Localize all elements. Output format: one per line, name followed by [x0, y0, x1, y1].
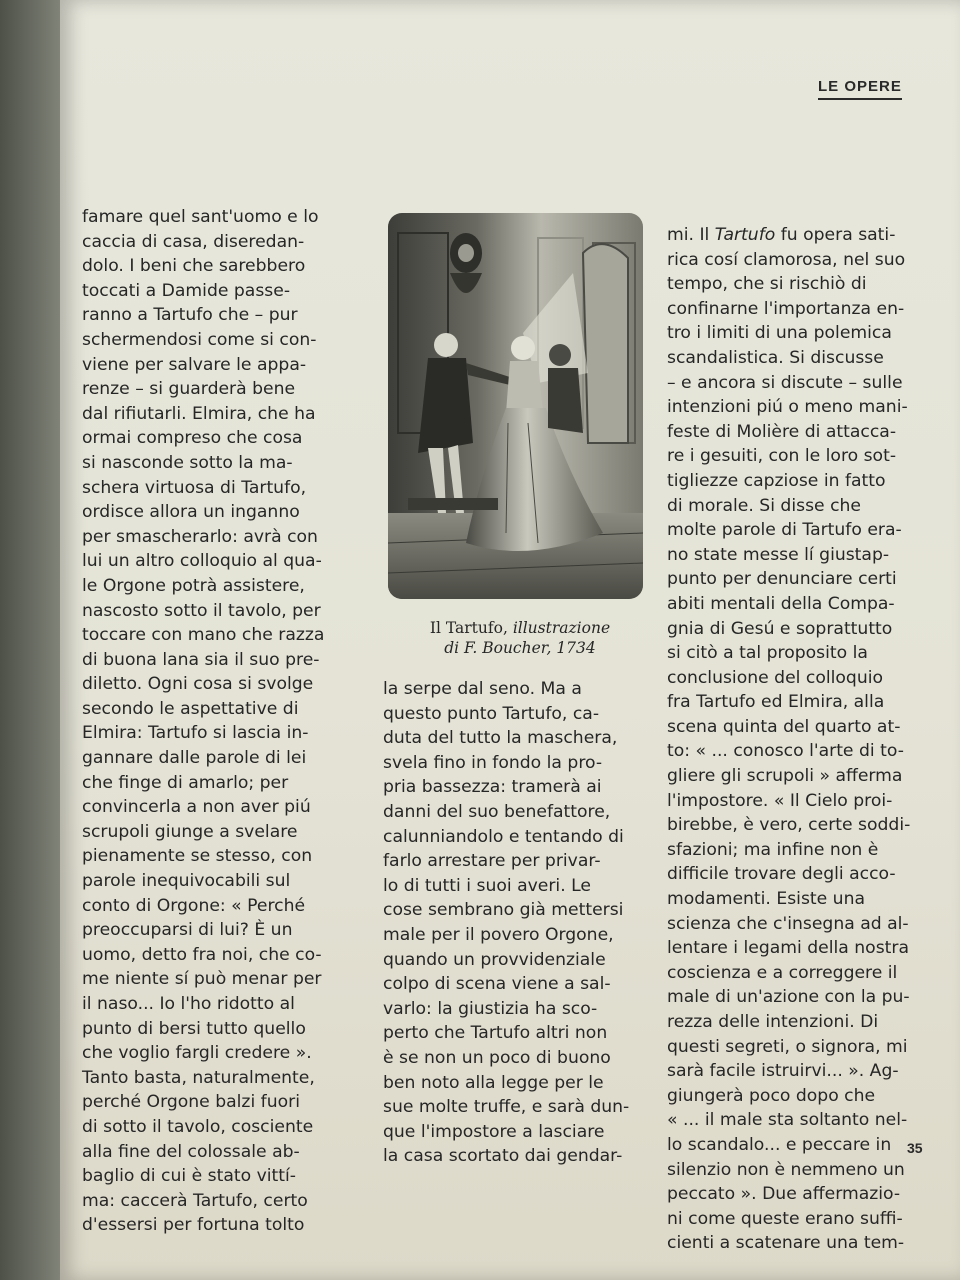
text-line: to: « ... conosco l'arte di to-: [667, 741, 904, 762]
text-line: l'impostore. « Il Cielo proi-: [667, 790, 893, 811]
text-line: no state messe lí giustap-: [667, 544, 890, 565]
text-line: ordisce allora un inganno: [82, 502, 300, 523]
text-line: giungerà poco dopo che: [667, 1085, 876, 1106]
text-line: fra Tartufo ed Elmira, alla: [667, 692, 885, 713]
text-line: rica cosí clamorosa, nel suo: [667, 249, 906, 270]
text-line-first: [667, 223, 929, 248]
engraving-image: [388, 213, 643, 599]
text-line: svela fino in fondo la pro-: [383, 752, 603, 773]
text-line: le Orgone potrà assistere,: [82, 575, 305, 596]
text-line: farlo arrestare per privar-: [383, 851, 601, 872]
text-line: tempo, che si rischiò di: [667, 274, 867, 295]
text-line: gnia di Gesú e soprattutto: [667, 618, 893, 639]
text-line: questo punto Tartufo, ca-: [383, 703, 600, 724]
text-line: di morale. Si disse che: [667, 495, 861, 516]
text-line: ma: caccerà Tartufo, certo: [82, 1190, 308, 1211]
text-line: molte parole di Tartufo era-: [667, 520, 902, 541]
text-line: birebbe, è vero, certe soddi-: [667, 815, 911, 836]
text-line: abiti mentali della Compa-: [667, 593, 895, 614]
text-line: cienti a scatenare una tem-: [667, 1233, 905, 1254]
text-line: male di un'azione con la pu-: [667, 987, 910, 1008]
text-line: peccato ». Due affermazio-: [667, 1184, 901, 1205]
text-line: quando un provvidenziale: [383, 949, 606, 970]
play-title-italic: Tartufo: [714, 225, 776, 245]
caption-italic-line1: illustrazione: [512, 619, 611, 637]
text-line: schermendosi come si con-: [82, 329, 317, 350]
text-line: sfazioni; ma infine non è: [667, 839, 879, 860]
text-line: d'essersi per fortuna tolto: [82, 1215, 305, 1236]
text-line: scandalistica. Si discusse: [667, 347, 884, 368]
text-line: colpo di scena viene a sal-: [383, 974, 611, 995]
text-line: danni del suo benefattore,: [383, 801, 611, 822]
text-column-right: [667, 223, 929, 1256]
text-line: punto di bersi tutto quello: [82, 1018, 306, 1039]
text-line: caccia di casa, diseredan-: [82, 231, 305, 252]
text-line: dolo. I beni che sarebbero: [82, 256, 306, 277]
text-line: renze – si guarderà bene: [82, 379, 296, 400]
text-line: intenzioni piú o meno mani-: [667, 397, 908, 418]
text-line: difficile trovare degli acco-: [667, 864, 896, 885]
text-line: preoccuparsi di lui? È un: [82, 920, 293, 941]
text-line: lo scandalo... e peccare in: [667, 1134, 892, 1155]
text-line: convincerla a non aver piú: [82, 797, 311, 818]
text-line: coscienza e a correggere il: [667, 962, 898, 983]
text-line: baglio di cui è stato vittí-: [82, 1166, 296, 1187]
text-line: lentare i legami della nostra: [667, 938, 909, 959]
text-line: Elmira: Tartufo si lascia in-: [82, 723, 309, 744]
text-line: questi segreti, o signora, mi: [667, 1036, 908, 1057]
text-line: sarà facile istruirvi... ». Ag-: [667, 1061, 899, 1082]
text-line: ranno a Tartufo che – pur: [82, 305, 298, 326]
text-line: lui un altro colloquio al qua-: [82, 551, 322, 572]
text-line: que l'impostore a lasciare: [383, 1121, 605, 1142]
text-line: toccare con mano che razza: [82, 625, 325, 646]
text-line: che voglio fargli credere ».: [82, 1043, 312, 1064]
text-line: nascosto sotto il tavolo, per: [82, 600, 321, 621]
text-line: viene per salvare le appa-: [82, 354, 307, 375]
text-line: me niente sí può menar per: [82, 969, 322, 990]
caption-title: Il Tartufo,: [429, 619, 508, 637]
text-line: punto per denunciare certi: [667, 569, 897, 590]
text-line: sue molte truffe, e sarà dun-: [383, 1097, 630, 1118]
text-line: per smascherarlo: avrà con: [82, 526, 318, 547]
text-line: – e ancora si discute – sulle: [667, 372, 903, 393]
text-fragment: mi. Il: [667, 225, 715, 245]
text-line: feste di Molière di attacca-: [667, 421, 897, 442]
text-line: conclusione del colloquio: [667, 667, 884, 688]
text-line: gannare dalle parole di lei: [82, 748, 307, 769]
text-line: il naso... Io l'ho ridotto al: [82, 994, 295, 1014]
text-line: alla fine del colossale ab-: [82, 1141, 300, 1162]
text-line: ormai compreso che cosa: [82, 428, 303, 449]
text-line: scienza che c'insegna ad al-: [667, 913, 909, 934]
text-line: scrupoli giunge a svelare: [82, 821, 298, 842]
text-line: cose sembrano già mettersi: [383, 900, 624, 921]
boucher-illustration: [388, 213, 643, 599]
text-line: di sotto il tavolo, cosciente: [82, 1116, 314, 1137]
text-line: re i gesuiti, con le loro sot-: [667, 446, 897, 467]
caption-italic-line2: di F. Boucher, 1734: [444, 639, 596, 657]
text-line: rezza delle intenzioni. Di: [667, 1012, 879, 1032]
text-line: « ... il male sta soltanto nel-: [667, 1110, 908, 1131]
text-line: Tanto basta, naturalmente,: [82, 1067, 315, 1088]
text-line: perché Orgone balzi fuori: [82, 1092, 300, 1113]
text-line: ben noto alla legge per le: [383, 1072, 604, 1093]
text-fragment: fu opera sati-: [775, 225, 896, 245]
text-line: di buona lana sia il suo pre-: [82, 649, 320, 670]
text-line: perto che Tartufo altri non: [383, 1023, 608, 1044]
text-line: famare quel sant'uomo e lo: [82, 207, 319, 227]
text-line: varlo: la giustizia ha sco-: [383, 998, 598, 1019]
text-line: che finge di amarlo; per: [82, 772, 289, 793]
text-column-middle: [383, 677, 645, 1169]
running-header: LE OPERE: [818, 78, 902, 100]
text-line: modamenti. Esiste una: [667, 889, 865, 910]
text-line: parole inequivocabili sul: [82, 871, 291, 892]
text-line: toccati a Damide passe-: [82, 280, 291, 301]
text-line: ni come queste erano suffi-: [667, 1208, 903, 1229]
text-line: dal rifiutarli. Elmira, che ha: [82, 403, 316, 424]
text-line: calunniandolo e tentando di: [383, 826, 624, 847]
text-line: male per il povero Orgone,: [383, 924, 614, 945]
text-line: tro i limiti di una polemica: [667, 323, 892, 344]
text-line: conto di Orgone: « Perché: [82, 895, 306, 916]
text-line: pria bassezza: tramerà ai: [383, 777, 602, 798]
text-line: si citò a tal proposito la: [667, 643, 868, 664]
text-line: schera virtuosa di Tartufo,: [82, 477, 307, 498]
text-line: confinarne l'importanza en-: [667, 298, 905, 319]
illustration-caption: [380, 618, 660, 658]
text-line: la serpe dal seno. Ma a: [383, 679, 582, 699]
text-line: è se non un poco di buono: [383, 1047, 611, 1068]
text-line: scena quinta del quarto at-: [667, 716, 901, 737]
text-line: silenzio non è nemmeno un: [667, 1159, 905, 1180]
text-line: diletto. Ogni cosa si svolge: [82, 674, 314, 695]
text-line: pienamente se stesso, con: [82, 846, 313, 867]
text-line: uomo, detto fra noi, che co-: [82, 944, 322, 965]
text-line: lo di tutti i suoi averi. Le: [383, 875, 591, 896]
text-line: si nasconde sotto la ma-: [82, 452, 293, 473]
text-column-left: [82, 205, 367, 1238]
text-line: tigliezze capziose in fatto: [667, 470, 886, 491]
page-number: 35: [907, 1140, 923, 1156]
text-line: la casa scortato dai gendar-: [383, 1146, 623, 1167]
text-line: gliere gli scrupoli » afferma: [667, 766, 903, 787]
text-line: duta del tutto la maschera,: [383, 728, 618, 749]
text-line: secondo le aspettative di: [82, 698, 299, 719]
